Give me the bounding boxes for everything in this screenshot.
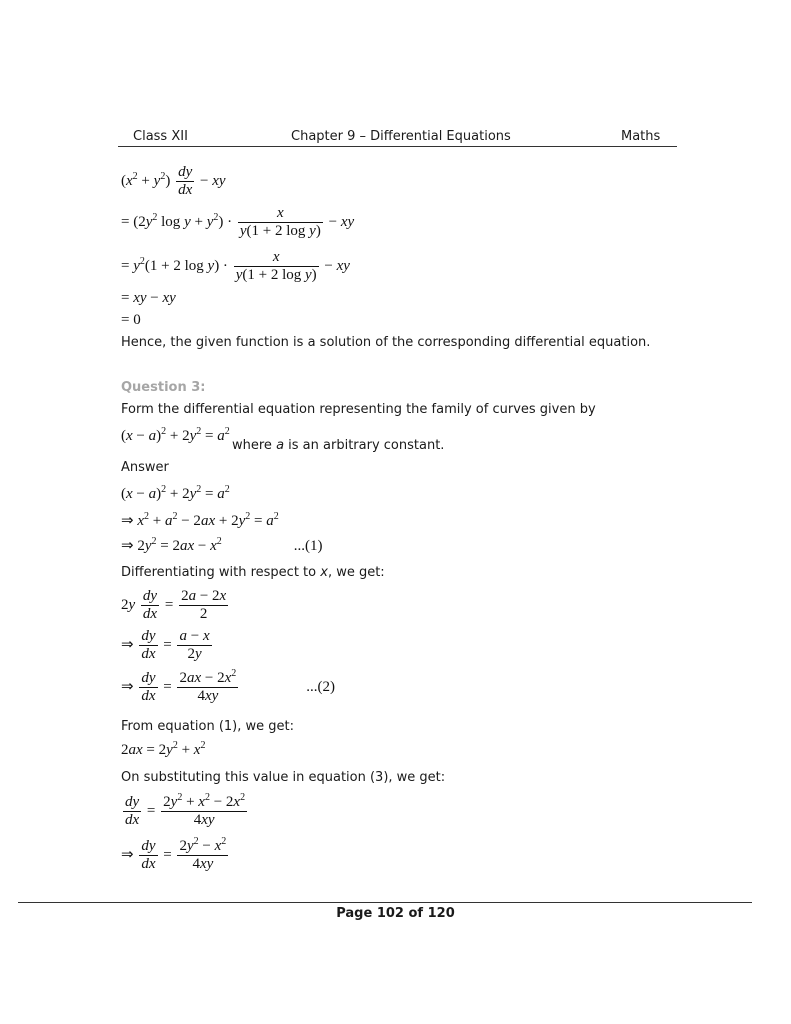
from-equation-text: From equation (1), we get:	[121, 719, 294, 734]
diff-line-1: 2y $\frac{dy}{dx}$ = $\frac{2a - 2x}{2}$	[121, 588, 227, 622]
diff-line-2: ⇒ $\frac{dy}{dx}$ = $\frac{a - x}{2y}$	[121, 628, 210, 662]
answer-line-2: ⇒ $x^2 + a^2 - 2ax + 2y^2 = a^2$	[121, 511, 279, 529]
math-line-2: = ($2y^2$ $\log y + y^2$) · $\frac{x}{\text{y(1 + 2 log y)}}$ − xy	[121, 205, 355, 239]
answer-line-3: ⇒ $2y^2 = 2ax - x^2$ ...(1)	[121, 536, 323, 554]
question-heading: Question 3:	[121, 380, 206, 395]
math-line-1: $(x^2 + y^2)$ $\frac{dy}{dx}$ − xy	[121, 164, 226, 198]
question-suffix: where a is an arbitrary constant.	[232, 438, 445, 453]
math-line-4: = xy − xy	[121, 290, 176, 306]
header-rule	[118, 146, 677, 147]
page-number: Page 102 of 120	[336, 906, 455, 921]
equation-tag-2: ...(2)	[306, 678, 336, 695]
answer-line-1: $(x - a)^2 + 2y^2 = a^2$	[121, 484, 230, 502]
footer-rule	[18, 902, 752, 903]
header-class: Class XII	[133, 129, 188, 144]
subst-line-1: $\frac{dy}{dx}$ = $\frac{2y^2 + x^2 - 2x^2}{4xy}$	[125, 792, 246, 828]
header-subject: Maths	[621, 129, 661, 144]
substituting-text: On substituting this value in equation (3), we get:	[121, 770, 446, 785]
differentiating-text: Differentiating with respect to x, we get:	[121, 565, 385, 580]
subst-line-2: ⇒ $\frac{dy}{dx}$ = $\frac{2y^2 - x^2}{4xy}$	[121, 836, 227, 872]
answer-label: Answer	[121, 460, 169, 475]
diff-line-3: ⇒ $\frac{dy}{dx}$ = $\frac{2ax - 2x^2}{4xy}$ ...(2)	[121, 668, 336, 704]
math-line-5: = 0	[121, 312, 141, 328]
expr-2ax: $2ax = 2y^2 + x^2$	[121, 740, 206, 758]
question-equation: $(x - a)^2 + 2y^2 = a^2$	[121, 426, 230, 444]
equation-tag-1: ...(1)	[293, 538, 323, 554]
math-line-3: = $y^2(1 + 2$ log y) · $\frac{x}{\text{y(1 + 2 log y)}}$ − xy	[121, 249, 350, 283]
hence-text: Hence, the given function is a solution of the corresponding differential equation.	[121, 335, 651, 350]
header-chapter: Chapter 9 – Differential Equations	[291, 129, 511, 144]
question-body: Form the differential equation representing the family of curves given by	[121, 402, 596, 417]
